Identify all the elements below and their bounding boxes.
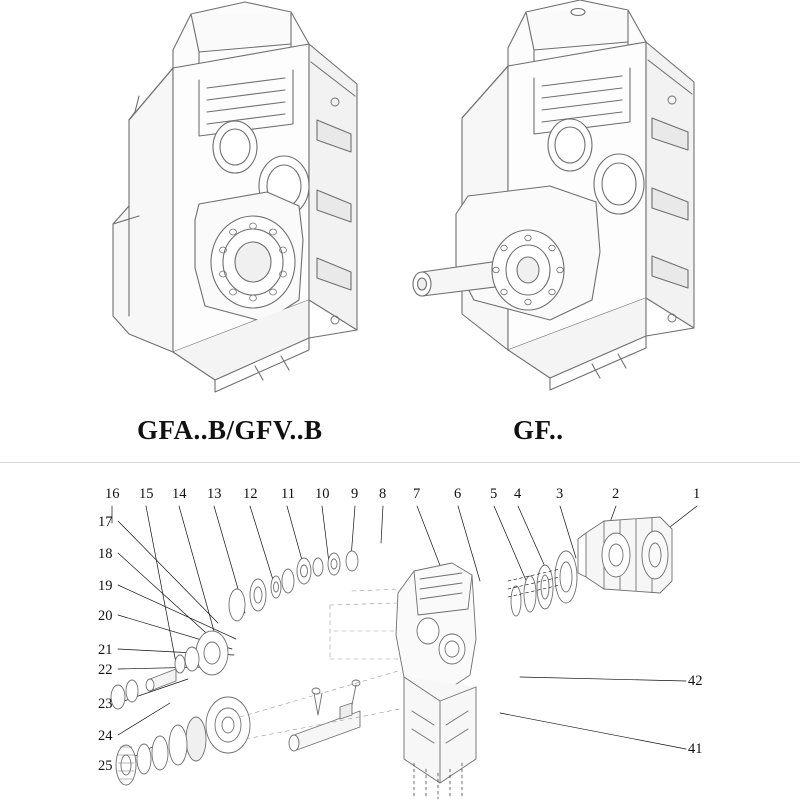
callout-18: 18 bbox=[98, 546, 113, 562]
callout-3: 3 bbox=[556, 486, 564, 502]
callout-2: 2 bbox=[612, 486, 620, 502]
callout-9: 9 bbox=[351, 486, 359, 502]
caption-gf: GF.. bbox=[513, 415, 564, 445]
callout-10: 10 bbox=[315, 486, 330, 502]
callout-15: 15 bbox=[139, 486, 154, 502]
callout-16: 16 bbox=[105, 486, 120, 502]
callout-25: 25 bbox=[98, 758, 113, 774]
callout-6: 6 bbox=[454, 486, 462, 502]
callout-17: 17 bbox=[98, 514, 113, 530]
callout-41: 41 bbox=[688, 741, 703, 757]
callout-1: 1 bbox=[693, 486, 701, 502]
callout-13: 13 bbox=[207, 486, 222, 502]
gf-gearbox-drawing bbox=[400, 0, 710, 400]
callout-7: 7 bbox=[413, 486, 421, 502]
callout-8: 8 bbox=[379, 486, 387, 502]
caption-gfa-b-gfv-b: GFA..B/GFV..B bbox=[137, 415, 323, 445]
callout-5: 5 bbox=[490, 486, 498, 502]
callout-24: 24 bbox=[98, 728, 113, 744]
callout-42: 42 bbox=[688, 673, 703, 689]
callout-23: 23 bbox=[98, 696, 113, 712]
gfa-b-gfv-b-gearbox-drawing bbox=[95, 0, 385, 400]
callout-21: 21 bbox=[98, 642, 113, 658]
exploded-parts-diagram bbox=[0, 463, 800, 800]
callout-12: 12 bbox=[243, 486, 258, 502]
callout-22: 22 bbox=[98, 662, 113, 678]
callout-20: 20 bbox=[98, 608, 113, 624]
callout-19: 19 bbox=[98, 578, 113, 594]
callout-14: 14 bbox=[172, 486, 187, 502]
callout-4: 4 bbox=[514, 486, 522, 502]
callout-11: 11 bbox=[281, 486, 295, 502]
